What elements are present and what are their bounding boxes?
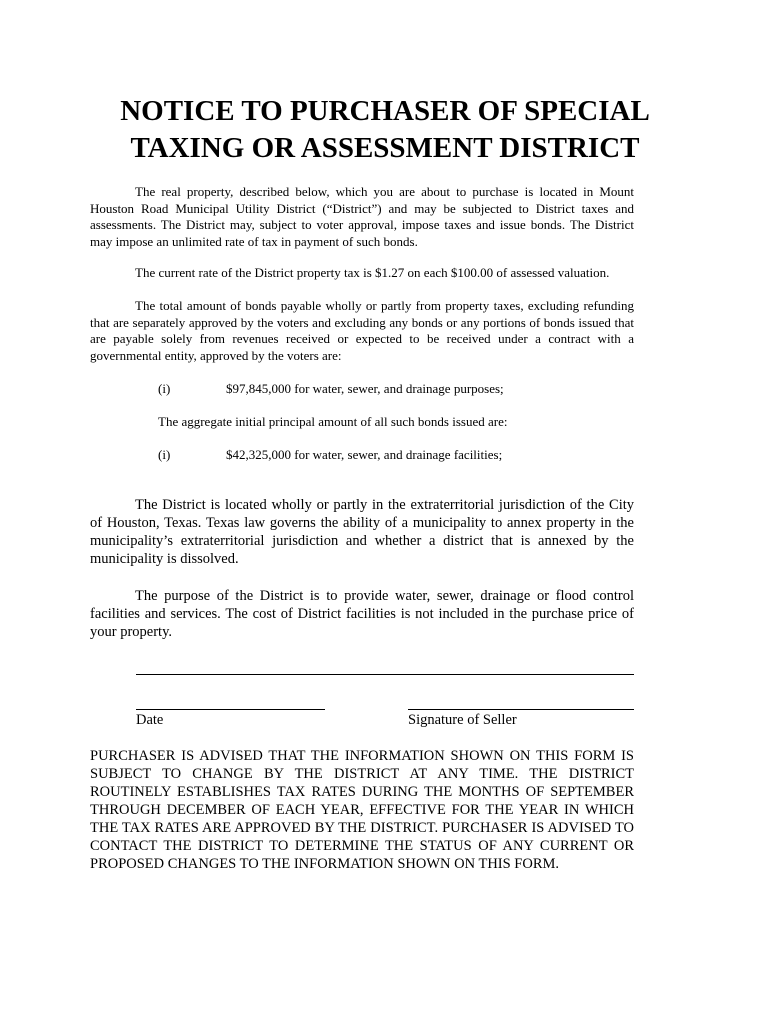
item-1-text: $97,845,000 for water, sewer, and drainage purposes;	[226, 381, 504, 396]
bonds-paragraph: The total amount of bonds payable wholly or partly from property taxes, excluding refunding that are separately approved by the voters and excluding any bonds or any portions of bonds issued that are payable solely from revenues received or expected to be received under a contract with a governmental entity, approved by the voters are:	[90, 298, 634, 363]
aggregate-text: The aggregate initial principal amount of all such bonds issued are:	[158, 414, 508, 429]
item-2-marker: (i)	[158, 447, 171, 462]
item-1-marker: (i)	[158, 381, 171, 396]
date-signature-line[interactable]	[136, 709, 325, 710]
intro-paragraph: The real property, described below, which you are about to purchase is located in Mount Houston Road Municipal Utility District (“District”) and may be subjected to District taxes and assessments. The District may, subject to voter approval, impose taxes and issue bonds. The District may impose an unlimited rate of tax in payment of such bonds.	[90, 184, 634, 249]
seller-signature-line[interactable]	[408, 709, 634, 710]
purpose-paragraph: The purpose of the District is to provide water, sewer, drainage or flood control facilities and services. The cost of District facilities is not included in the purchase price of your property.	[90, 588, 634, 640]
seller-signature-label: Signature of Seller	[408, 712, 517, 728]
document-title: NOTICE TO PURCHASER OF SPECIAL TAXING OR ASSESSMENT DISTRICT	[120, 95, 650, 164]
tax-rate-paragraph: The current rate of the District property tax is $1.27 on each $100.00 of assessed valuation.	[135, 265, 610, 280]
date-label: Date	[136, 712, 164, 728]
item-2-text: $42,325,000 for water, sewer, and drainage facilities;	[226, 447, 503, 462]
purchaser-advisory: PURCHASER IS ADVISED THAT THE INFORMATION SHOWN ON THIS FORM IS SUBJECT TO CHANGE BY THE DISTRICT AT ANY TIME. THE DISTRICT ROUTINELY ESTABLISHES TAX RATES DURING THE MONTHS OF SEPTEMBER THROUGH DECEMBER OF EACH YEAR, EFFECTIVE FOR THE YEAR IN WHICH THE TAX RATES ARE APPROVED BY THE DISTRICT. PURCHASER IS ADVISED TO CONTACT THE DISTRICT TO DETERMINE THE STATUS OF ANY CURRENT OR PROPOSED CHANGES TO THE INFORMATION SHOWN ON THIS FORM.	[90, 748, 634, 872]
property-description-line[interactable]	[136, 674, 634, 675]
jurisdiction-paragraph: The District is located wholly or partly in the extraterritorial jurisdiction of the City of Houston, Texas. Texas law governs the ability of a municipality to annex property in the municipality’s extraterritorial jurisdiction and whether a district that is annexed by the municipality is dissolved.	[90, 497, 634, 567]
